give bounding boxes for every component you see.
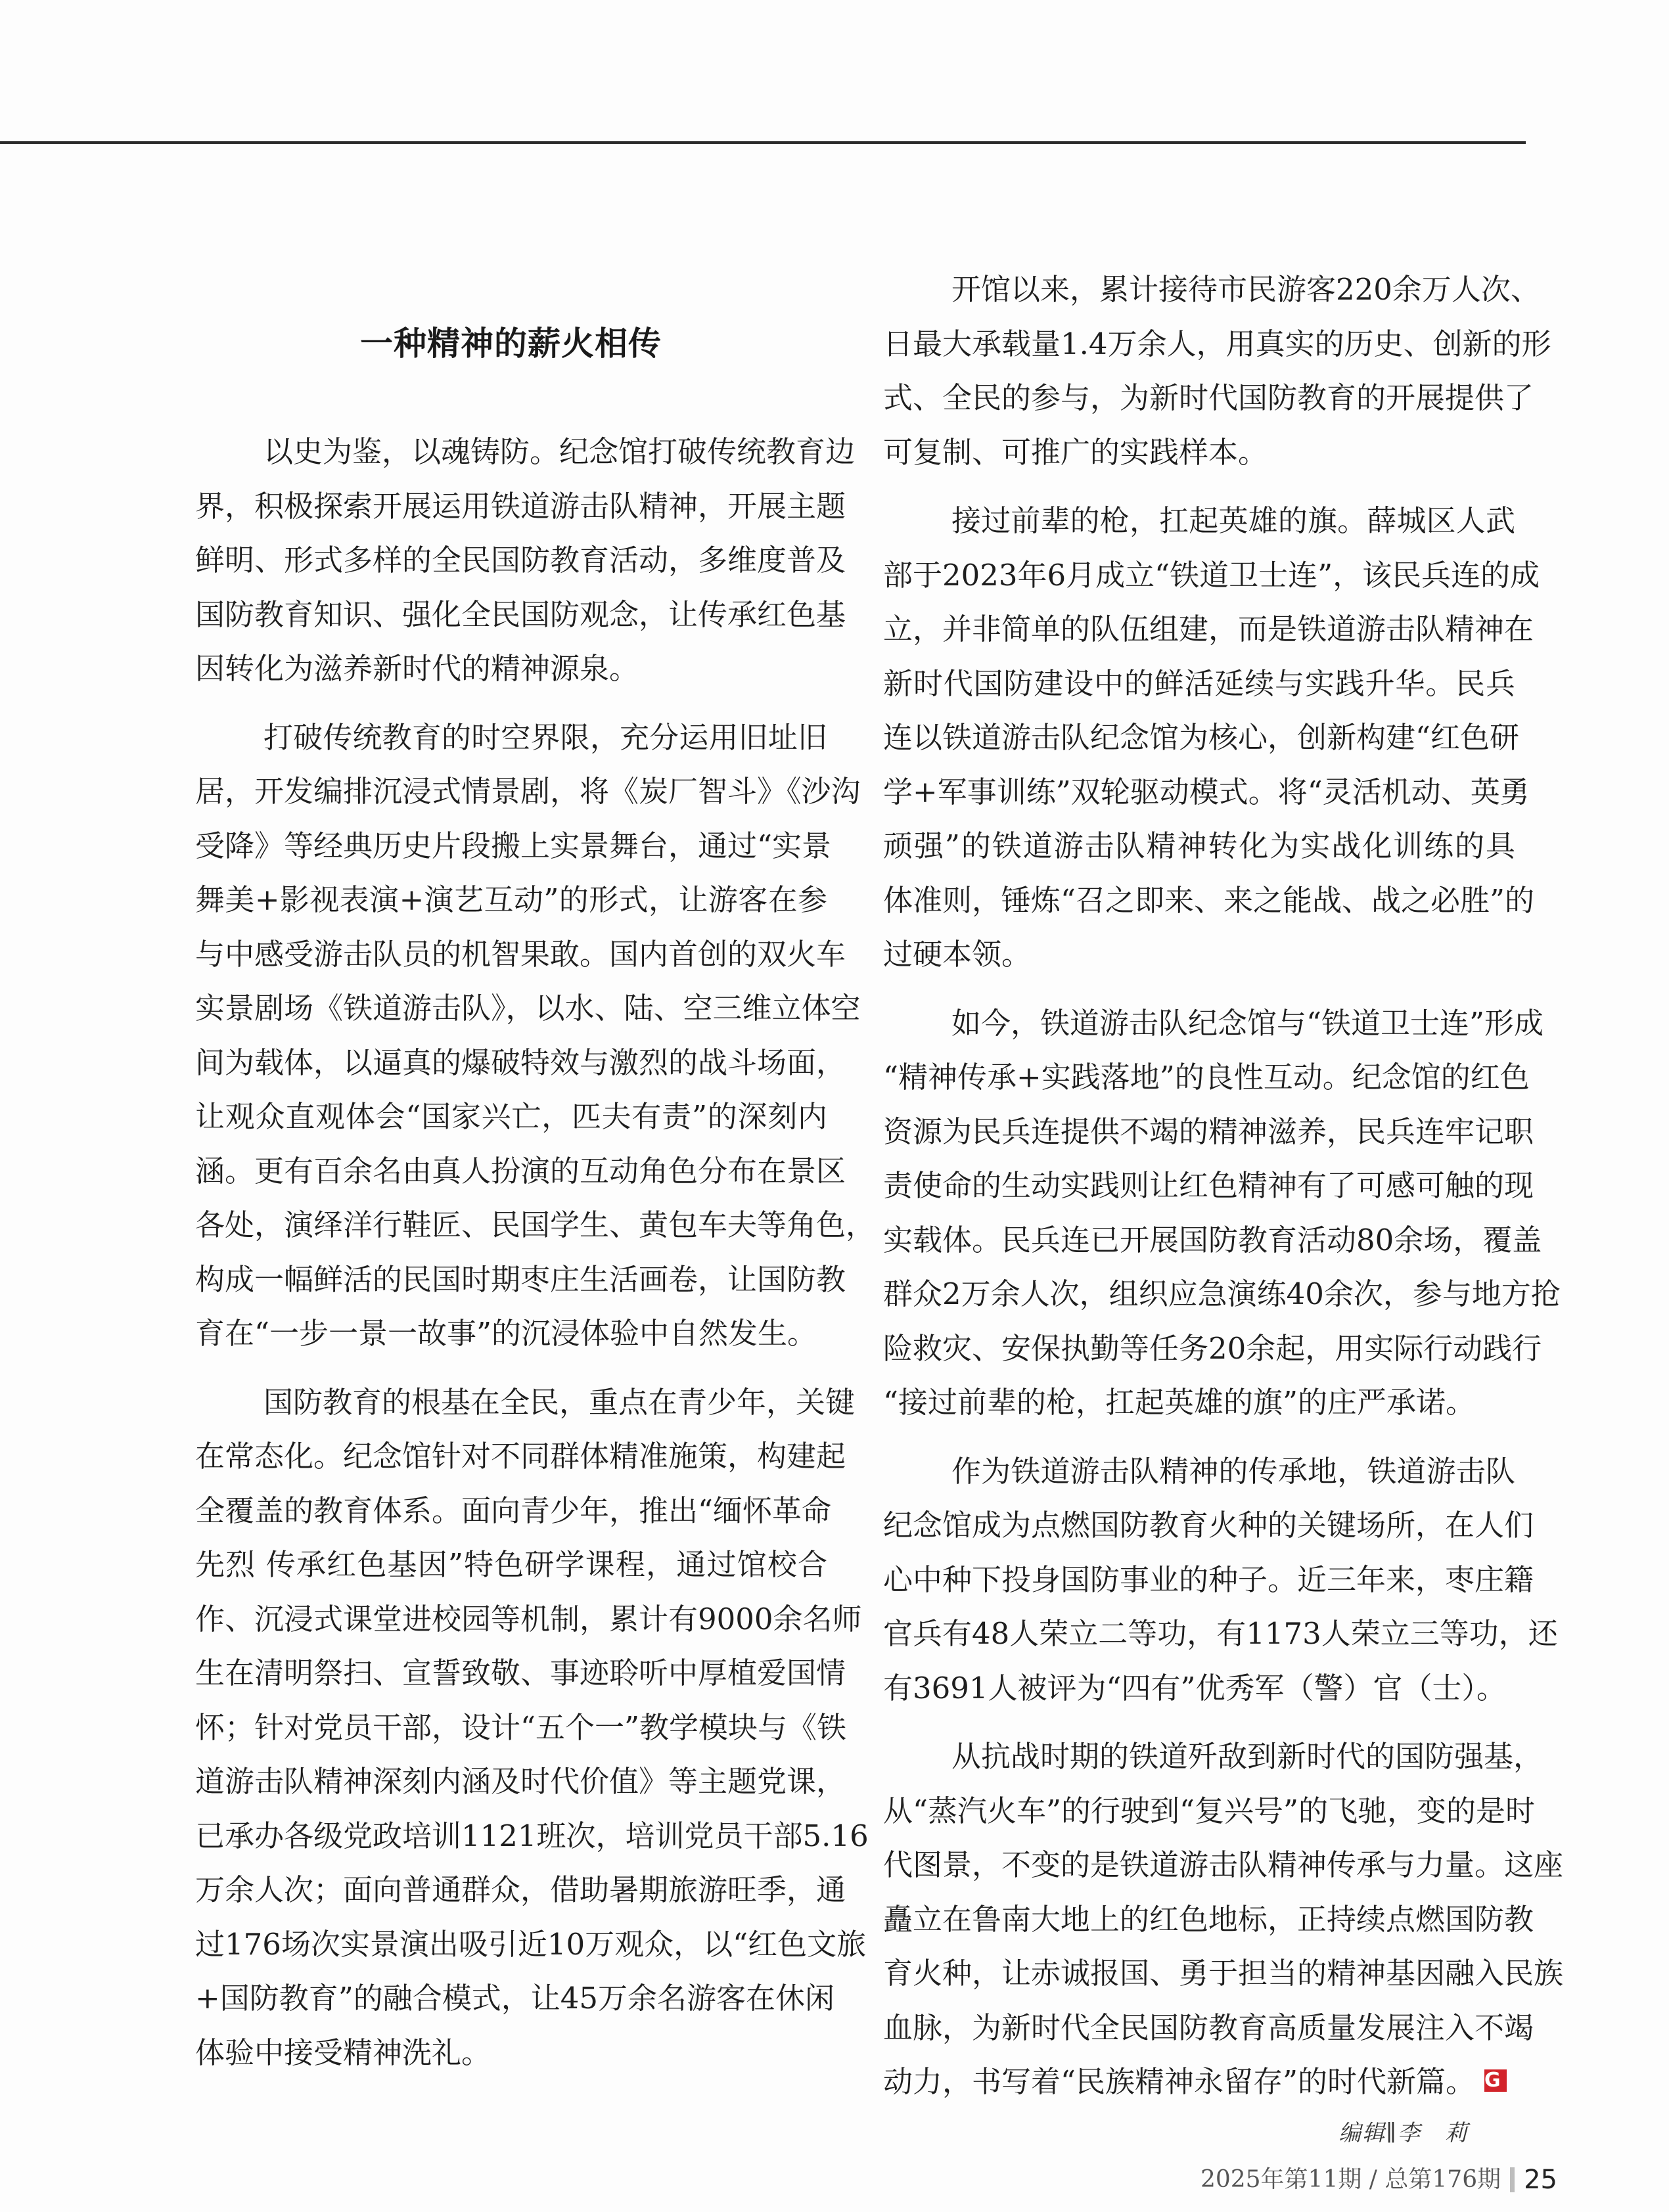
paragraph bbox=[883, 1445, 1558, 1716]
text-line: 动力，书写着“民族精神永留存”的时代新篇。 G bbox=[883, 2055, 1515, 2110]
text-line: 从抗战时期的铁道歼敌到新时代的国防强基， bbox=[951, 1739, 1543, 1774]
text-line: 实载体。民兵连已开展国防教育活动80余场，覆盖 bbox=[883, 1222, 1542, 1257]
text-line: 过176场次实景演出吸引近10万观众，以“红色文旅 bbox=[195, 1926, 867, 1962]
paragraph bbox=[195, 711, 876, 1361]
paragraph bbox=[883, 263, 1551, 480]
text-line: 矗立在鲁南大地上的红色地标，正持续点燃国防教 bbox=[883, 1901, 1534, 1937]
text-line: 舞美+影视表演+演艺互动”的形式，让游客在参 bbox=[195, 882, 827, 917]
text-line: 立，并非简单的队伍组建，而是铁道游击队精神在 bbox=[883, 612, 1534, 646]
text-line: 在常态化。纪念馆针对不同群体精准施策，构建起 bbox=[195, 1439, 846, 1474]
text-line: 因转化为滋养新时代的精神源泉。 bbox=[195, 651, 639, 686]
text-line: 体验中接受精神洗礼。 bbox=[195, 2035, 492, 2070]
text-line: 怀；针对党员干部，设计“五个一”教学模块与《铁 bbox=[195, 1709, 847, 1745]
text-line: “接过前辈的枪，扛起英雄的旗”的庄严承诺。 bbox=[883, 1385, 1476, 1420]
text-line: 资源为民兵连提供不竭的精神滋养，民兵连牢记职 bbox=[883, 1114, 1534, 1149]
text-line: 与中感受游击队员的机智果敢。国内首创的双火车 bbox=[195, 936, 846, 972]
text-line: 纪念馆成为点燃国防教育火种的关键场所，在人们 bbox=[883, 1508, 1534, 1543]
text-line: 育在“一步一景一故事”的沉浸体验中自然发生。 bbox=[195, 1316, 817, 1351]
text-line: 鲜明、形式多样的全民国防教育活动，多维度普及 bbox=[195, 543, 846, 577]
text-line: 群众2万余人次，组织应急演练40余次，参与地方抢 bbox=[883, 1276, 1561, 1311]
text-line: 体准则，锤炼“召之即来、来之能战、战之必胜”的 bbox=[883, 882, 1535, 918]
text-line: 官兵有48人荣立二等功，有1173人荣立三等功，还 bbox=[883, 1616, 1558, 1651]
paragraph bbox=[883, 997, 1561, 1430]
text-line: 作、沉浸式课堂进校园等机制，累计有9000余名师 bbox=[195, 1601, 862, 1636]
text-line: 顽强”的铁道游击队精神转化为实战化训练的具 bbox=[883, 828, 1515, 863]
text-line: 国防教育知识、强化全民国防观念，让传承红色基 bbox=[195, 597, 846, 632]
text-line: 有3691人被评为“四有”优秀军（警）官（士）。 bbox=[883, 1670, 1507, 1705]
text-line: 居，开发编排沉浸式情景剧，将《炭厂智斗》《沙沟 bbox=[195, 774, 861, 809]
end-mark-logo-icon: G bbox=[1484, 2069, 1507, 2092]
text-line: 构成一幅鲜活的民国时期枣庄生活画卷，让国防教 bbox=[195, 1261, 846, 1297]
text-line: 可复制、可推广的实践样本。 bbox=[883, 434, 1268, 470]
page-footer bbox=[1200, 2163, 1557, 2197]
text-line: 生在清明祭扫、宣誓致敬、事迹聆听中厚植爱国情 bbox=[195, 1656, 846, 1690]
text-line: 险救灾、安保执勤等任务20余起，用实际行动践行 bbox=[883, 1330, 1542, 1366]
text-line: 让观众直观体会“国家兴亡，匹夫有责”的深刻内 bbox=[195, 1099, 827, 1134]
text-line: 国防教育的根基在全民，重点在青少年，关键 bbox=[263, 1384, 856, 1420]
text-line: 全覆盖的教育体系。面向青少年，推出“缅怀革命 bbox=[195, 1493, 832, 1528]
issue-info: 2025年第11期 / 总第176期 bbox=[1200, 2166, 1501, 2193]
text-line: 间为载体，以逼真的爆破特效与激烈的战斗场面， bbox=[195, 1045, 846, 1080]
text-line: 学+军事训练”双轮驱动模式。将“灵活机动、英勇 bbox=[883, 774, 1530, 809]
page-number: 25 bbox=[1524, 2165, 1557, 2195]
text-line: 界，积极探索开展运用铁道游击队精神，开展主题 bbox=[195, 488, 846, 524]
text-line: 育火种，让赤诚报国、勇于担当的精神基因融入民族 bbox=[883, 1956, 1564, 1991]
text-line: 代图景，不变的是铁道游击队精神传承与力量。这座 bbox=[883, 1847, 1564, 1882]
text-line: 连以铁道游击队纪念馆为核心，创新构建“红色研 bbox=[883, 720, 1520, 755]
text-line: 责使命的生动实践则让红色精神有了可感可触的现 bbox=[883, 1168, 1534, 1203]
text-line: 涵。更有百余名由真人扮演的互动角色分布在景区 bbox=[195, 1153, 846, 1188]
text-line: 接过前辈的枪，扛起英雄的旗。薛城区人武 bbox=[951, 503, 1515, 538]
footer-separator bbox=[1510, 2167, 1515, 2192]
text-line: +国防教育”的融合模式，让45万余名游客在休闲 bbox=[195, 1981, 834, 2016]
text-line: 实景剧场《铁道游击队》，以水、陆、空三维立体空 bbox=[195, 991, 861, 1026]
paragraph bbox=[195, 1376, 869, 2081]
text-line: 新时代国防建设中的鲜活延续与实践升华。民兵 bbox=[883, 666, 1515, 701]
text-line: “精神传承+实践落地”的良性互动。纪念馆的红色 bbox=[883, 1060, 1530, 1095]
paragraph bbox=[195, 425, 856, 696]
text-line: 先烈 传承红色基因”特色研学课程，通过馆校合 bbox=[195, 1547, 827, 1582]
text-line: 作为铁道游击队精神的传承地，铁道游击队 bbox=[951, 1453, 1515, 1489]
text-line: 以史为鉴，以魂铸防。纪念馆打破传统教育边 bbox=[263, 434, 856, 469]
text-line: 过硬本领。 bbox=[883, 937, 1032, 972]
paragraph bbox=[883, 494, 1540, 982]
header-rule bbox=[0, 141, 1526, 144]
text-line: 血脉，为新时代全民国防教育高质量发展注入不竭 bbox=[883, 2010, 1534, 2045]
text-line: 受降》等经典历史片段搬上实景舞台，通过“实景 bbox=[195, 828, 832, 863]
text-line: 心中种下投身国防事业的种子。近三年来，枣庄籍 bbox=[883, 1562, 1534, 1597]
right-column bbox=[883, 263, 1564, 2124]
text-line: 各处，演绎洋行鞋匠、民国学生、黄包车夫等角色， bbox=[195, 1208, 876, 1242]
text-line: 已承办各级党政培训1121班次，培训党员干部5.16 bbox=[195, 1818, 869, 1853]
paragraph bbox=[883, 1730, 1564, 2110]
text-line: 开馆以来，累计接待市民游客220余万人次、 bbox=[951, 272, 1540, 307]
editor-credit: 编辑∥李 莉 bbox=[1338, 2120, 1469, 2146]
text-line: 打破传统教育的时空界限，充分运用旧址旧 bbox=[263, 719, 827, 755]
text-line: 道游击队精神深刻内涵及时代价值》等主题党课， bbox=[195, 1764, 846, 1799]
text-line: 从“蒸汽火车”的行驶到“复兴号”的飞驰，变的是时 bbox=[883, 1793, 1536, 1828]
section-title: 一种精神的薪火相传 bbox=[360, 325, 662, 363]
text-line: 日最大承载量1.4万余人，用真实的历史、创新的形 bbox=[883, 326, 1551, 361]
text-line: 部于2023年6月成立“铁道卫士连”，该民兵连的成 bbox=[883, 557, 1540, 593]
text-line: 万余人次；面向普通群众，借助暑期旅游旺季，通 bbox=[195, 1872, 846, 1907]
text-line: 如今，铁道游击队纪念馆与“铁道卫士连”形成 bbox=[951, 1005, 1544, 1041]
text-line: 式、全民的参与，为新时代国防教育的开展提供了 bbox=[883, 380, 1534, 415]
left-column bbox=[195, 425, 876, 2094]
